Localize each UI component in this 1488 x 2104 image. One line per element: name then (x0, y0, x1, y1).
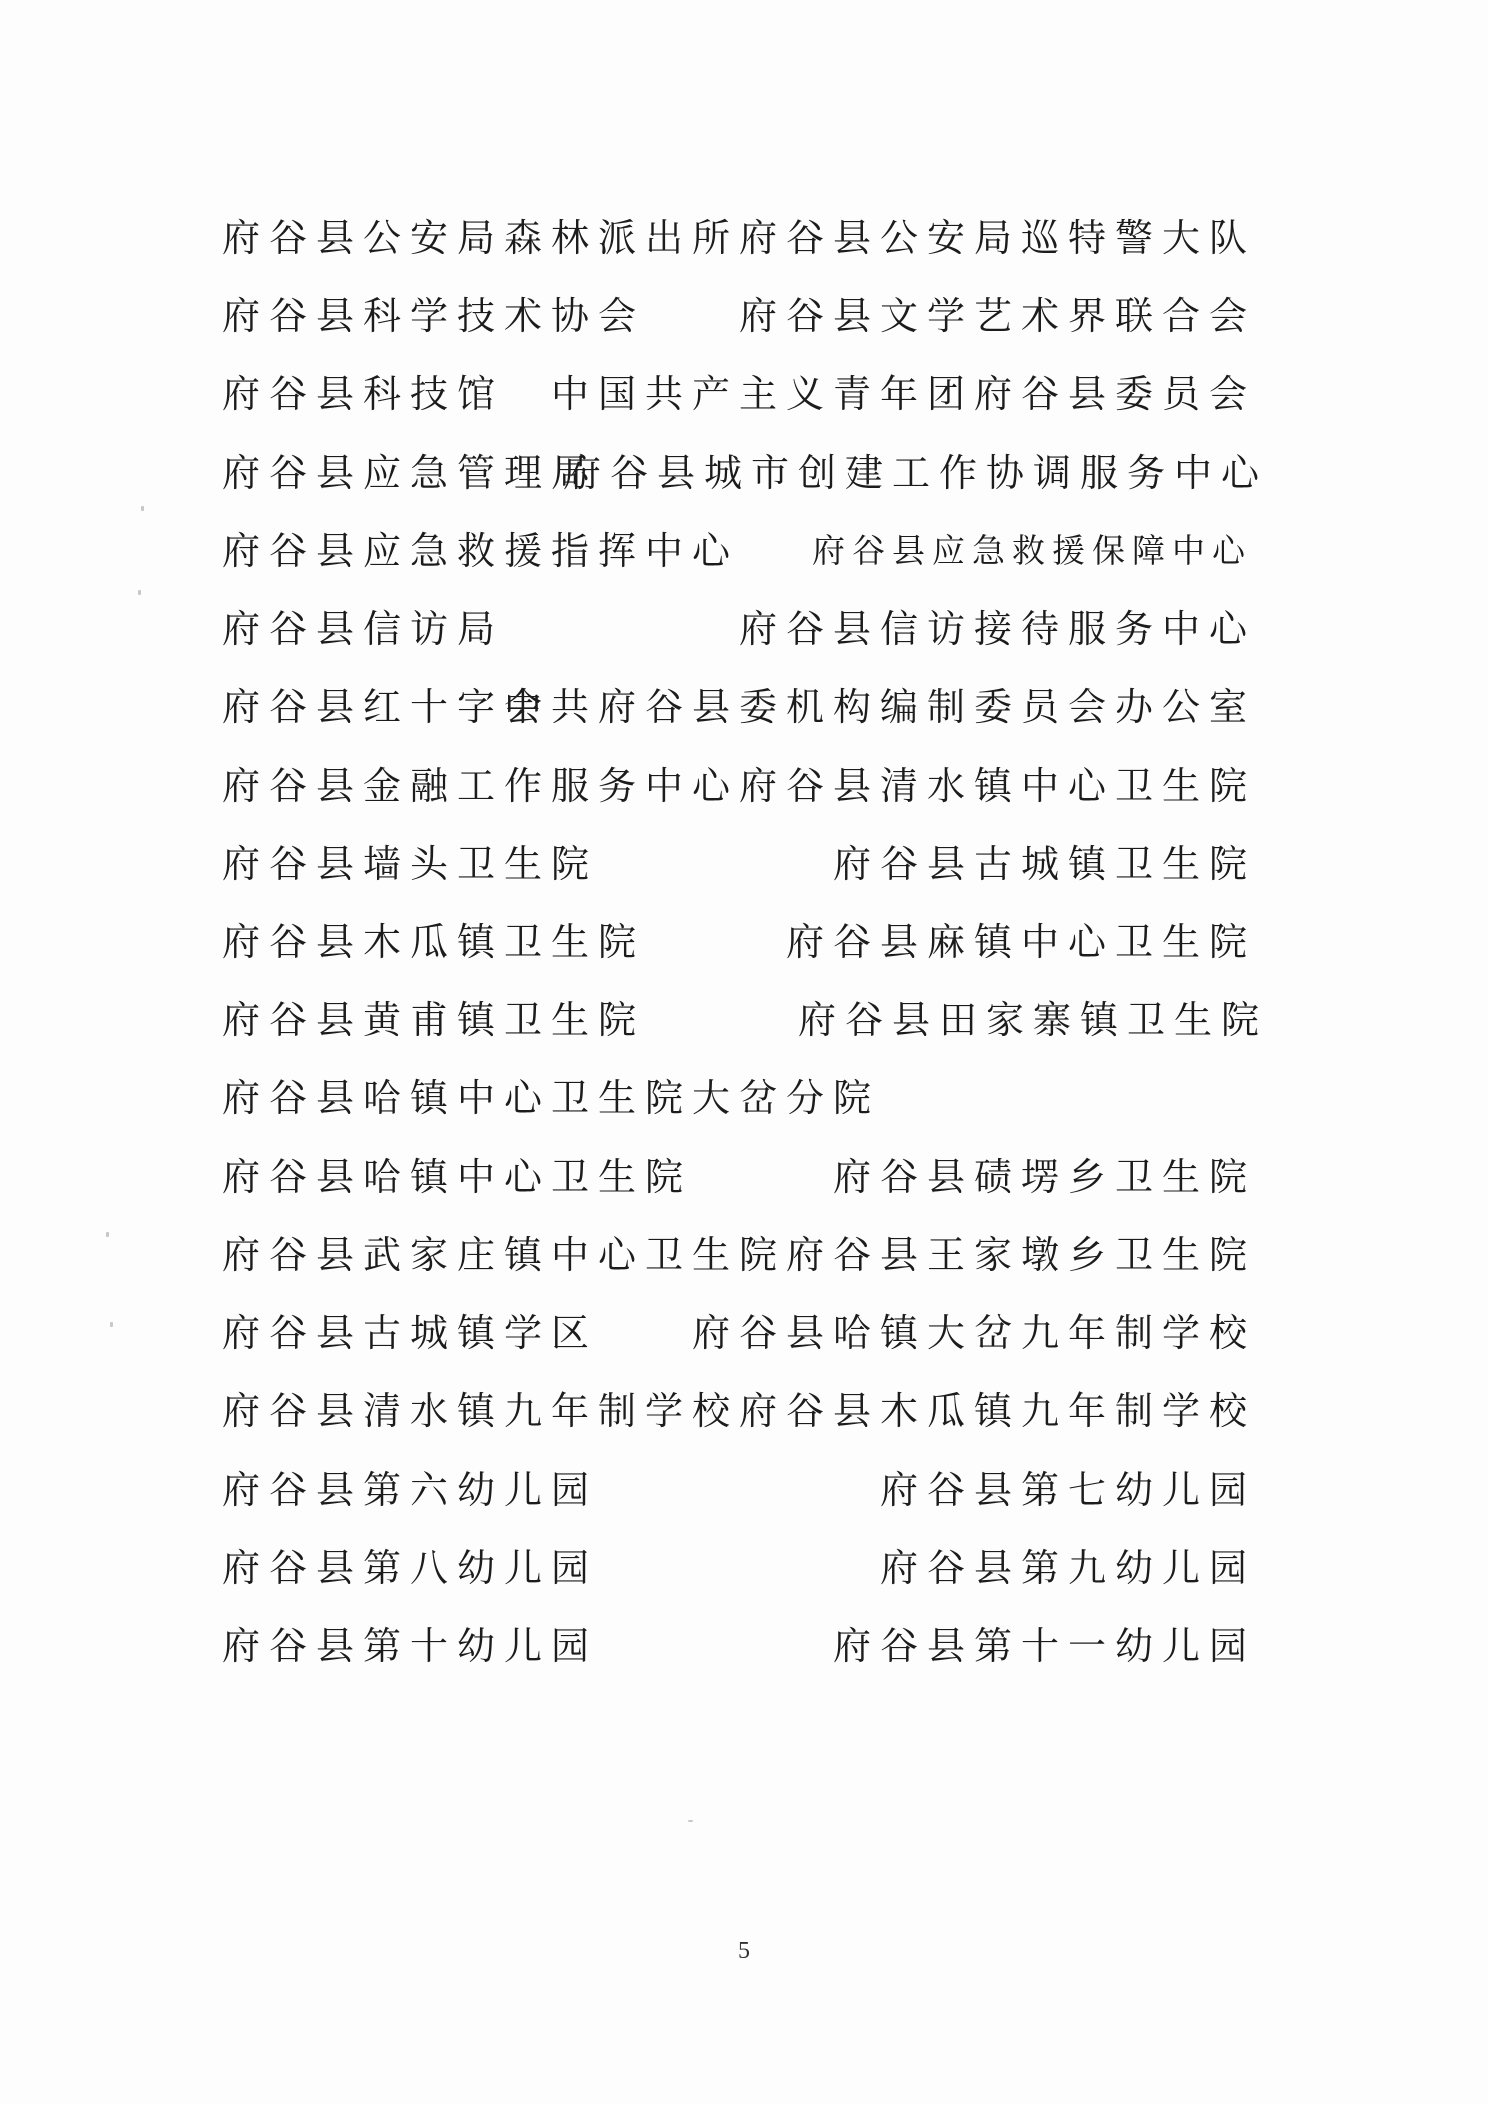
list-row (0, 1460, 1488, 1520)
list-row (0, 990, 1488, 1050)
left-entry: 府谷县第十幼儿园 (222, 1624, 599, 1668)
scan-speck (106, 1232, 109, 1237)
list-row (0, 1147, 1488, 1207)
list-row (0, 599, 1488, 659)
left-entry: 府谷县哈镇中心卫生院 (222, 1155, 693, 1199)
left-entry: 府谷县应急救援指挥中心 (222, 529, 740, 573)
right-entry: 府谷县田家寨镇卫生院 (797, 998, 1268, 1042)
right-entry: 府谷县清水镇中心卫生院 (738, 764, 1256, 808)
right-entry: 府谷县木瓜镇九年制学校 (738, 1389, 1256, 1433)
left-entry: 府谷县木瓜镇卫生院 (222, 920, 646, 964)
list-row (0, 677, 1488, 737)
page-number: 5 (738, 1938, 750, 1964)
left-entry: 府谷县第六幼儿园 (222, 1468, 599, 1512)
list-row (0, 443, 1488, 503)
list-row (0, 521, 1488, 581)
left-entry: 府谷县武家庄镇中心卫生院 (222, 1233, 787, 1277)
list-row (0, 364, 1488, 424)
left-entry: 府谷县公安局森林派出所 (222, 216, 740, 260)
left-entry: 府谷县科学技术协会 (222, 294, 646, 338)
left-entry: 府谷县哈镇中心卫生院大岔分院 (222, 1076, 881, 1120)
list-row (0, 1616, 1488, 1676)
list-row (0, 208, 1488, 268)
scan-speck (110, 1322, 113, 1327)
list-row (0, 1225, 1488, 1285)
right-entry: 府谷县应急救援保障中心 (812, 531, 1252, 570)
right-entry: 府谷县第七幼儿园 (879, 1468, 1256, 1512)
left-entry: 府谷县古城镇学区 (222, 1311, 599, 1355)
right-entry: 府谷县第九幼儿园 (879, 1546, 1256, 1590)
list-row (0, 834, 1488, 894)
scan-speck (138, 590, 141, 595)
right-entry: 府谷县第十一幼儿园 (832, 1624, 1256, 1668)
list-row (0, 756, 1488, 816)
list-row (0, 1538, 1488, 1598)
left-entry: 府谷县科技馆 (222, 372, 505, 416)
scan-speck (688, 1820, 693, 1822)
list-row (0, 1303, 1488, 1363)
list-row (0, 1381, 1488, 1441)
right-entry: 府谷县公安局巡特警大队 (738, 216, 1256, 260)
left-entry: 府谷县金融工作服务中心 (222, 764, 740, 808)
scan-speck (141, 506, 144, 511)
left-entry: 府谷县黄甫镇卫生院 (222, 998, 646, 1042)
right-entry: 府谷县王家墩乡卫生院 (785, 1233, 1256, 1277)
right-entry: 府谷县古城镇卫生院 (832, 842, 1256, 886)
right-entry: 府谷县信访接待服务中心 (738, 607, 1256, 651)
right-entry: 府谷县哈镇大岔九年制学校 (691, 1311, 1256, 1355)
right-entry: 中国共产主义青年团府谷县委员会 (550, 372, 1256, 416)
left-entry: 府谷县信访局 (222, 607, 505, 651)
right-entry: 府谷县麻镇中心卫生院 (785, 920, 1256, 964)
list-row (0, 912, 1488, 972)
right-entry: 中共府谷县委机构编制委员会办公室 (503, 685, 1256, 729)
left-entry: 府谷县应急管理局 (222, 451, 599, 495)
left-entry: 府谷县第八幼儿园 (222, 1546, 599, 1590)
left-entry: 府谷县红十字会 (222, 685, 552, 729)
list-row (0, 286, 1488, 346)
left-entry: 府谷县清水镇九年制学校 (222, 1389, 740, 1433)
right-entry: 府谷县文学艺术界联合会 (738, 294, 1256, 338)
right-entry: 府谷县城市创建工作协调服务中心 (562, 451, 1268, 495)
left-entry: 府谷县墙头卫生院 (222, 842, 599, 886)
list-row (0, 1068, 1488, 1128)
right-entry: 府谷县碛塄乡卫生院 (832, 1155, 1256, 1199)
